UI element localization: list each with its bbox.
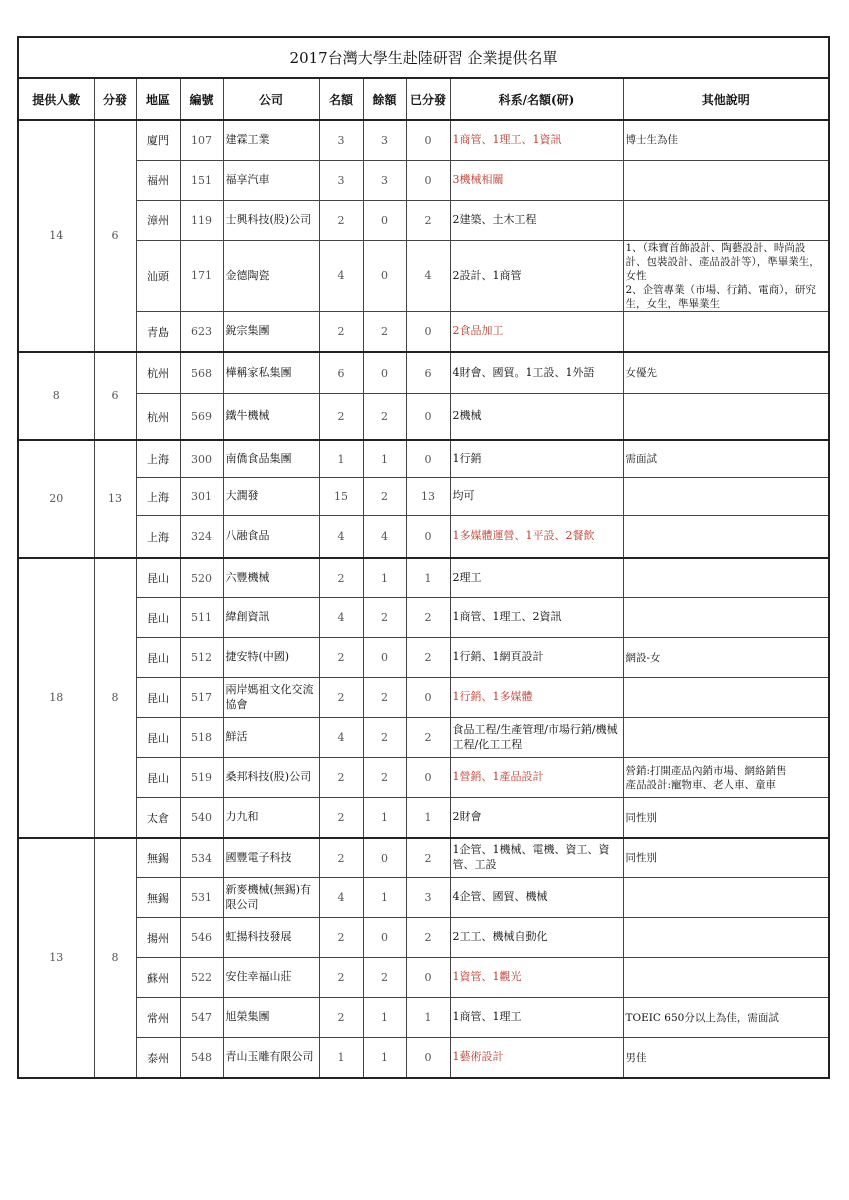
remaining-cell: 2: [363, 312, 406, 352]
department-cell: 1行銷: [450, 440, 623, 478]
table-row: [18, 516, 829, 558]
provided-count: 8: [18, 352, 94, 440]
notes-cell: [623, 918, 829, 958]
remaining-cell: 2: [363, 394, 406, 440]
department-cell: 1企管、1機械、電機、資工、資管、工設: [450, 838, 623, 878]
department-cell: 1商管、1理工、1資訊: [450, 120, 623, 160]
region-cell: 福州: [136, 160, 180, 200]
quota-cell: 2: [319, 758, 363, 798]
company-cell: 鐵牛機械: [223, 394, 319, 440]
notes-cell: [623, 558, 829, 598]
table-row: [18, 798, 829, 838]
remaining-cell: 1: [363, 1038, 406, 1078]
distributed-cell: 2: [406, 598, 450, 638]
assigned-count: 8: [94, 838, 136, 1078]
code-cell: 300: [180, 440, 223, 478]
code-cell: 531: [180, 878, 223, 918]
remaining-cell: 3: [363, 120, 406, 160]
department-cell: 1行銷、1多媒體: [450, 678, 623, 718]
company-cell: 新麥機械(無錫)有限公司: [223, 878, 319, 918]
distributed-cell: 2: [406, 200, 450, 240]
code-cell: 171: [180, 240, 223, 312]
remaining-cell: 2: [363, 718, 406, 758]
table-row: [18, 758, 829, 798]
remaining-cell: 3: [363, 160, 406, 200]
code-cell: 119: [180, 200, 223, 240]
company-cell: 大潤發: [223, 478, 319, 516]
distributed-cell: 2: [406, 838, 450, 878]
region-cell: 昆山: [136, 598, 180, 638]
provided-count: 13: [18, 838, 94, 1078]
distributed-cell: 6: [406, 352, 450, 394]
department-cell: 食品工程/生產管理/市場行銷/機械工程/化工工程: [450, 718, 623, 758]
region-cell: 漳州: [136, 200, 180, 240]
quota-cell: 2: [319, 958, 363, 998]
remaining-cell: 1: [363, 798, 406, 838]
remaining-cell: 0: [363, 638, 406, 678]
distributed-cell: 0: [406, 440, 450, 478]
company-list-table: [17, 36, 830, 1079]
code-cell: 301: [180, 478, 223, 516]
company-cell: 六豐機械: [223, 558, 319, 598]
region-cell: 太倉: [136, 798, 180, 838]
table-row: [18, 240, 829, 312]
quota-cell: 2: [319, 638, 363, 678]
table-row: [18, 352, 829, 394]
remaining-cell: 2: [363, 598, 406, 638]
distributed-cell: 0: [406, 120, 450, 160]
notes-cell: 同性別: [623, 838, 829, 878]
quota-cell: 4: [319, 718, 363, 758]
company-cell: 緯創資訊: [223, 598, 319, 638]
region-cell: 揚州: [136, 918, 180, 958]
table-row: [18, 638, 829, 678]
department-cell: 2財會: [450, 798, 623, 838]
department-cell: 均可: [450, 478, 623, 516]
notes-cell: TOEIC 650分以上為佳，需面試: [623, 998, 829, 1038]
header-assigned: 分發: [94, 78, 136, 120]
department-cell: 1資管、1觀光: [450, 958, 623, 998]
department-cell: 1營銷、1產品設計: [450, 758, 623, 798]
department-cell: 1商管、1理工、2資訊: [450, 598, 623, 638]
table-row: [18, 718, 829, 758]
department-cell: 1行銷、1網頁設計: [450, 638, 623, 678]
distributed-cell: 2: [406, 638, 450, 678]
company-cell: 建霖工業: [223, 120, 319, 160]
remaining-cell: 0: [363, 838, 406, 878]
distributed-cell: 1: [406, 558, 450, 598]
region-cell: 昆山: [136, 638, 180, 678]
remaining-cell: 1: [363, 998, 406, 1038]
assigned-count: 8: [94, 558, 136, 838]
document-sheet: [17, 36, 828, 1079]
code-cell: 569: [180, 394, 223, 440]
header-department: 科系/名額(研): [450, 78, 623, 120]
company-cell: 安住幸福山莊: [223, 958, 319, 998]
company-cell: 兩岸媽祖文化交流協會: [223, 678, 319, 718]
notes-cell: [623, 394, 829, 440]
table-row: [18, 120, 829, 160]
distributed-cell: 1: [406, 998, 450, 1038]
region-cell: 泰州: [136, 1038, 180, 1078]
quota-cell: 2: [319, 200, 363, 240]
notes-cell: [623, 598, 829, 638]
department-cell: 1藝術設計: [450, 1038, 623, 1078]
provided-count: 20: [18, 440, 94, 558]
quota-cell: 6: [319, 352, 363, 394]
department-cell: 1多媒體運營、1平設、2餐飲: [450, 516, 623, 558]
remaining-cell: 0: [363, 240, 406, 312]
company-cell: 南僑食品集團: [223, 440, 319, 478]
quota-cell: 4: [319, 516, 363, 558]
department-cell: 4財會、國貿。1工設、1外語: [450, 352, 623, 394]
notes-cell: 博士生為佳: [623, 120, 829, 160]
assigned-count: 6: [94, 120, 136, 352]
company-cell: 樺稱家私集團: [223, 352, 319, 394]
distributed-cell: 0: [406, 758, 450, 798]
company-cell: 國豐電子科技: [223, 838, 319, 878]
provided-count: 14: [18, 120, 94, 352]
table-row: [18, 838, 829, 878]
page-title: 2017台灣大學生赴陸研習 企業提供名單: [18, 37, 829, 78]
distributed-cell: 2: [406, 918, 450, 958]
region-cell: 昆山: [136, 718, 180, 758]
quota-cell: 2: [319, 558, 363, 598]
notes-cell: 同性別: [623, 798, 829, 838]
code-cell: 324: [180, 516, 223, 558]
company-cell: 金德陶瓷: [223, 240, 319, 312]
remaining-cell: 1: [363, 878, 406, 918]
remaining-cell: 4: [363, 516, 406, 558]
code-cell: 518: [180, 718, 223, 758]
region-cell: 上海: [136, 440, 180, 478]
code-cell: 623: [180, 312, 223, 352]
region-cell: 廈門: [136, 120, 180, 160]
remaining-cell: 1: [363, 558, 406, 598]
remaining-cell: 0: [363, 200, 406, 240]
remaining-cell: 2: [363, 958, 406, 998]
region-cell: 昆山: [136, 558, 180, 598]
header-code: 編號: [180, 78, 223, 120]
provided-count: 18: [18, 558, 94, 838]
distributed-cell: 1: [406, 798, 450, 838]
quota-cell: 2: [319, 312, 363, 352]
distributed-cell: 0: [406, 678, 450, 718]
quota-cell: 2: [319, 678, 363, 718]
remaining-cell: 2: [363, 478, 406, 516]
quota-cell: 2: [319, 838, 363, 878]
company-cell: 青山玉雕有限公司: [223, 1038, 319, 1078]
code-cell: 519: [180, 758, 223, 798]
company-cell: 士興科技(股)公司: [223, 200, 319, 240]
notes-cell: [623, 878, 829, 918]
region-cell: 汕頭: [136, 240, 180, 312]
notes-cell: [623, 678, 829, 718]
assigned-count: 13: [94, 440, 136, 558]
quota-cell: 4: [319, 240, 363, 312]
region-cell: 杭州: [136, 394, 180, 440]
code-cell: 512: [180, 638, 223, 678]
table-row: [18, 312, 829, 352]
notes-cell: 網設-女: [623, 638, 829, 678]
department-cell: 2建築、土木工程: [450, 200, 623, 240]
table-row: [18, 478, 829, 516]
distributed-cell: 0: [406, 958, 450, 998]
quota-cell: 1: [319, 1038, 363, 1078]
header-company: 公司: [223, 78, 319, 120]
notes-cell: 需面試: [623, 440, 829, 478]
notes-cell: [623, 200, 829, 240]
remaining-cell: 1: [363, 440, 406, 478]
quota-cell: 3: [319, 120, 363, 160]
notes-cell: [623, 160, 829, 200]
assigned-count: 6: [94, 352, 136, 440]
department-cell: 2設計、1商管: [450, 240, 623, 312]
notes-cell: 1、（珠寶首飾設計、陶藝設計、時尚設計、包裝設計、產品設計等），準畢業生，女性 2、企管專業（市場、行銷、電商），研究生，女生，準畢業生: [623, 240, 829, 312]
region-cell: 昆山: [136, 758, 180, 798]
remaining-cell: 0: [363, 918, 406, 958]
distributed-cell: 0: [406, 516, 450, 558]
distributed-cell: 0: [406, 394, 450, 440]
code-cell: 522: [180, 958, 223, 998]
department-cell: 2工工、機械自動化: [450, 918, 623, 958]
quota-cell: 3: [319, 160, 363, 200]
table-row: [18, 918, 829, 958]
code-cell: 517: [180, 678, 223, 718]
code-cell: 520: [180, 558, 223, 598]
quota-cell: 2: [319, 798, 363, 838]
company-cell: 旭榮集團: [223, 998, 319, 1038]
table-row: [18, 1038, 829, 1078]
header-distributed: 已分發: [406, 78, 450, 120]
quota-cell: 4: [319, 878, 363, 918]
header-notes: 其他說明: [623, 78, 829, 120]
region-cell: 上海: [136, 478, 180, 516]
remaining-cell: 2: [363, 678, 406, 718]
remaining-cell: 0: [363, 352, 406, 394]
table-row: [18, 678, 829, 718]
header-provided: 提供人數: [18, 78, 94, 120]
quota-cell: 4: [319, 598, 363, 638]
company-cell: 力九和: [223, 798, 319, 838]
department-cell: 2機械: [450, 394, 623, 440]
notes-cell: [623, 478, 829, 516]
notes-cell: [623, 312, 829, 352]
table-row: [18, 878, 829, 918]
code-cell: 546: [180, 918, 223, 958]
region-cell: 青島: [136, 312, 180, 352]
distributed-cell: 13: [406, 478, 450, 516]
distributed-cell: 0: [406, 1038, 450, 1078]
code-cell: 568: [180, 352, 223, 394]
department-cell: 2食品加工: [450, 312, 623, 352]
region-cell: 常州: [136, 998, 180, 1038]
company-cell: 虹揚科技發展: [223, 918, 319, 958]
company-cell: 福享汽車: [223, 160, 319, 200]
region-cell: 無錫: [136, 838, 180, 878]
table-row: [18, 558, 829, 598]
notes-cell: 女優先: [623, 352, 829, 394]
table-row: [18, 394, 829, 440]
table-row: [18, 440, 829, 478]
distributed-cell: 0: [406, 160, 450, 200]
quota-cell: 15: [319, 478, 363, 516]
code-cell: 107: [180, 120, 223, 160]
department-cell: 4企管、國貿、機械: [450, 878, 623, 918]
table-row: [18, 160, 829, 200]
company-cell: 八融食品: [223, 516, 319, 558]
code-cell: 534: [180, 838, 223, 878]
code-cell: 151: [180, 160, 223, 200]
header-quota: 名額: [319, 78, 363, 120]
region-cell: 無錫: [136, 878, 180, 918]
quota-cell: 2: [319, 998, 363, 1038]
quota-cell: 1: [319, 440, 363, 478]
code-cell: 548: [180, 1038, 223, 1078]
table-row: [18, 958, 829, 998]
department-cell: 3機械相關: [450, 160, 623, 200]
table-row: [18, 598, 829, 638]
distributed-cell: 3: [406, 878, 450, 918]
region-cell: 杭州: [136, 352, 180, 394]
notes-cell: 男佳: [623, 1038, 829, 1078]
company-cell: 鮮活: [223, 718, 319, 758]
distributed-cell: 0: [406, 312, 450, 352]
remaining-cell: 2: [363, 758, 406, 798]
company-cell: 桑邦科技(股)公司: [223, 758, 319, 798]
company-cell: 捷安特(中國): [223, 638, 319, 678]
distributed-cell: 4: [406, 240, 450, 312]
notes-cell: [623, 516, 829, 558]
header-region: 地區: [136, 78, 180, 120]
region-cell: 昆山: [136, 678, 180, 718]
quota-cell: 2: [319, 394, 363, 440]
table-row: [18, 998, 829, 1038]
distributed-cell: 2: [406, 718, 450, 758]
department-cell: 2理工: [450, 558, 623, 598]
quota-cell: 2: [319, 918, 363, 958]
company-cell: 銳宗集團: [223, 312, 319, 352]
header-remaining: 餘額: [363, 78, 406, 120]
notes-cell: [623, 958, 829, 998]
table-row: [18, 200, 829, 240]
department-cell: 1商管、1理工: [450, 998, 623, 1038]
notes-cell: [623, 718, 829, 758]
code-cell: 540: [180, 798, 223, 838]
code-cell: 511: [180, 598, 223, 638]
code-cell: 547: [180, 998, 223, 1038]
region-cell: 上海: [136, 516, 180, 558]
notes-cell: 營銷:打開產品內銷市場、網絡銷售 產品設計:寵物車、老人車、童車: [623, 758, 829, 798]
region-cell: 蘇州: [136, 958, 180, 998]
